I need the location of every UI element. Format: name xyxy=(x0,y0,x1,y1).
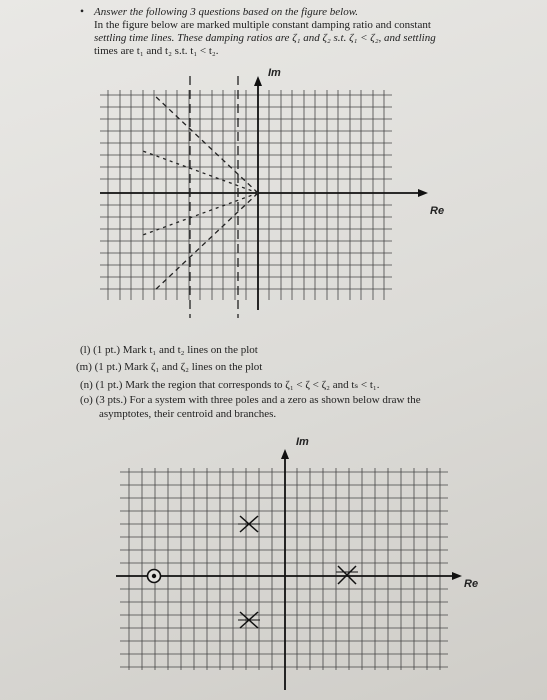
question-o-line-1: (o) (3 pts.) For a system with three poles and a zero as shown below draw the xyxy=(80,394,421,406)
figure-1-re-label: Re xyxy=(430,205,445,217)
figure-2-im-label: Im xyxy=(296,436,309,448)
figure-2-re-label: Re xyxy=(464,578,479,590)
question-l: (l) (1 pt.) Mark t₁ and t₂ lines on the plot xyxy=(80,344,258,356)
instruction-text: Answer the following 3 questions based on the figure below. xyxy=(94,6,358,18)
question-n: (n) (1 pt.) Mark the region that corresponds to ζ₁ < ζ < ζ₂ and tₛ < t₁. xyxy=(80,379,380,391)
bullet: • xyxy=(80,6,85,18)
paragraph-line-3: times are t₁ and t₂ s.t. t₁ < t₂. xyxy=(94,45,219,57)
paragraph-line-2: settling time lines. These damping ratios are ζ₁ and ζ₂ s.t. ζ₁ < ζ₂, and settling xyxy=(94,32,436,44)
pole-lower xyxy=(238,612,260,628)
pole-real xyxy=(336,566,358,584)
figure-2-real-axis-arrow xyxy=(452,572,462,580)
question-o-line-2: asymptotes, their centroid and branches. xyxy=(99,408,277,420)
zero-marker-center xyxy=(152,574,156,578)
figure-2-grid xyxy=(120,468,448,670)
figure-1-im-label: Im xyxy=(268,67,281,79)
pole-upper xyxy=(238,516,260,532)
paragraph-line-1: In the figure below are marked multiple constant damping ratio and constant xyxy=(94,19,431,31)
question-m: (m) (1 pt.) Mark ζ₁ and ζ₂ lines on the plot xyxy=(76,361,263,373)
figure-2-imag-axis-arrow xyxy=(281,449,289,459)
